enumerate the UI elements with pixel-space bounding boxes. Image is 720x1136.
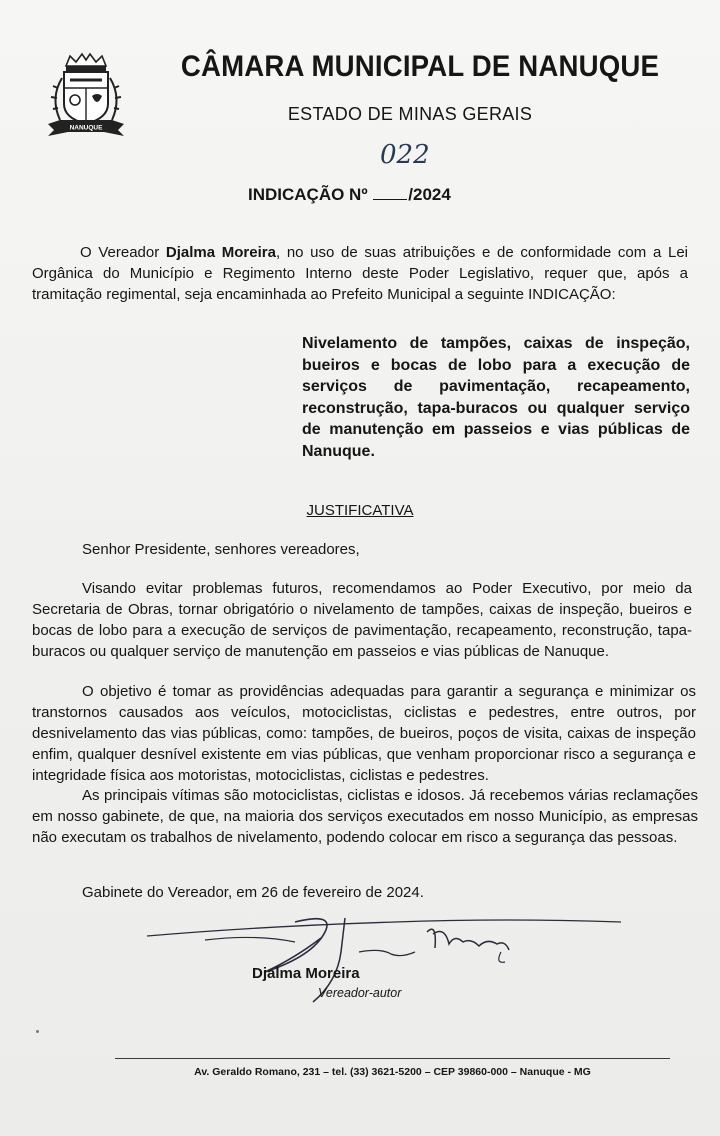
organization-title: CÂMARA MUNICIPAL DE NANUQUE [180, 50, 660, 83]
organization-subtitle: ESTADO DE MINAS GERAIS [287, 104, 533, 124]
intro-paragraph [32, 242, 688, 305]
intro-lead: O Vereador [80, 244, 166, 261]
indicacao-title-prefix: INDICAÇÃO Nº [248, 185, 368, 204]
indicacao-request-text: Nivelamento de tampões, caixas de inspeção, bueiros e bocas de lobo para a execução de serviços de pavimentação, recapeamento, reconstrução, tapa-buracos ou qualquer serviço de manutenção em passeios e vias públicas de Nanuque. [302, 335, 690, 460]
justificativa-paragraph-2: O objetivo é tomar as providências adequadas para garantir a segurança e minimizar os transtornos causados aos veículos, motociclistas, ciclistas e pedestres, entre outros, por desnivelamento das vias públicas, como: tampões, de bueiros, poços de visita, caixas de inspeção enfim, qualquer desnível existente em vias públicas, que venham proporcionar risco a segurança e integridade física aos motoristas, motociclistas, ciclistas e pedestres. [32, 683, 696, 784]
signer-name: Djalma Moreira [252, 965, 360, 982]
justificativa-paragraph-1: Visando evitar problemas futuros, recomendamos ao Poder Executivo, por meio da Secretaria de Obras, tornar obrigatório o nivelamento de tampões, caixas de inspeção, bueiros e bocas de lobo para a execução de serviços de pavimentação, recapeamento, reconstrução, tapa-buracos ou qualquer serviço de manutenção em passeios e vias públicas de Nanuque. [32, 580, 692, 660]
handwritten-indicacao-number: 022 [380, 140, 430, 170]
footer-address: Av. Geraldo Romano, 231 – tel. (33) 3621-5200 – CEP 39860-000 – Nanuque - MG [194, 1066, 591, 1078]
footer-divider [115, 1058, 670, 1059]
justificativa-heading-label: JUSTIFICATIVA [306, 502, 414, 519]
indicacao-title [248, 185, 451, 205]
indicacao-number-blank [373, 187, 407, 200]
municipal-coat-of-arms-icon [44, 52, 128, 138]
indicacao-title-suffix: /2024 [408, 185, 451, 204]
justificativa-heading [0, 502, 720, 519]
author-name: Djalma Moreira [165, 244, 276, 261]
salutation: Senhor Presidente, senhores vereadores, [82, 541, 360, 558]
justificativa-paragraph-3: As principais vítimas são motociclistas, ciclistas e idosos. Já recebemos várias reclamações em nosso gabinete, de que, na maioria dos serviços executados em nosso Município, as empresas não executam os trabalhos de nivelamento, podendo colocar em risco a segurança das pessoas. [32, 787, 698, 846]
intro-rest: , no uso de suas atribuições e de conformidade com a Lei Orgânica do Município e Regimento Interno deste Poder Legislativo, requer que, após a tramitação regimental, seja encaminhada ao Prefeito Municipal a seguinte INDICAÇÃO: [32, 244, 688, 303]
crest-banner-label: NANUQUE [69, 124, 103, 132]
page-dot-mark [36, 1030, 39, 1033]
signer-role: Vereador-autor [318, 986, 402, 1000]
closing-date-line: Gabinete do Vereador, em 26 de fevereiro de 2024. [82, 884, 424, 901]
